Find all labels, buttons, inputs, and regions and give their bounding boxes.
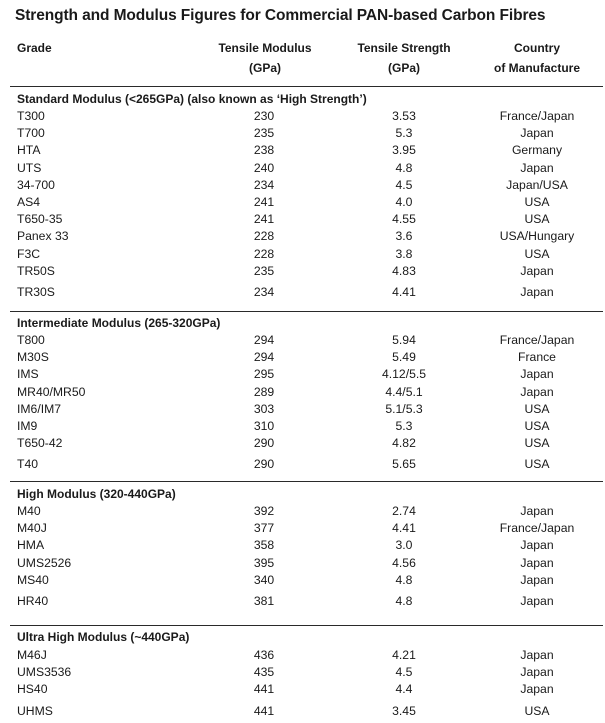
- cell-country: France/Japan: [499, 521, 575, 536]
- cell-tensile-strength: 5.49: [392, 350, 416, 365]
- cell-country: USA: [524, 246, 550, 261]
- cell-country: Japan: [520, 367, 554, 382]
- cell-country: Germany: [511, 143, 563, 158]
- cell-tensile-strength: 3.53: [392, 109, 416, 123]
- table-row: [0, 520, 605, 537]
- table-row: [0, 246, 605, 263]
- header-grade: Grade: [17, 41, 52, 55]
- cell-country: Japan: [520, 594, 554, 608]
- cell-tensile-strength: 3.8: [395, 246, 413, 261]
- table-row: [0, 681, 605, 698]
- table-row: [0, 703, 605, 720]
- cell-country: USA: [524, 436, 550, 451]
- cell-tensile-modulus: 395: [253, 555, 275, 570]
- table-row: [0, 384, 605, 401]
- cell-country: USA: [524, 419, 550, 433]
- cell-tensile-strength: 4.56: [392, 555, 416, 570]
- cell-country: Japan: [520, 126, 554, 141]
- cell-tensile-strength: 4.0: [395, 195, 413, 209]
- cell-tensile-modulus: 340: [253, 572, 275, 587]
- cell-country: USA/Hungary: [499, 229, 575, 244]
- cell-tensile-strength: 4.5: [395, 665, 413, 680]
- cell-grade: T700: [17, 126, 45, 141]
- table-row: [0, 537, 605, 554]
- cell-tensile-modulus: 235: [253, 126, 275, 141]
- cell-country: Japan: [520, 538, 554, 553]
- table-row: [0, 211, 605, 228]
- table-row: [0, 366, 605, 383]
- header-tensile-modulus-label: Tensile Modulus: [218, 41, 312, 55]
- cell-grade: M40J: [17, 521, 47, 536]
- cell-tensile-modulus: 392: [253, 504, 275, 518]
- cell-tensile-strength: 4.4/5.1: [385, 384, 423, 399]
- section-title: High Modulus (320-440GPa): [17, 487, 176, 501]
- cell-tensile-modulus: 235: [253, 263, 275, 278]
- table-row: [0, 555, 605, 572]
- cell-tensile-strength: 5.65: [392, 457, 416, 472]
- cell-tensile-strength: 3.45: [392, 703, 416, 718]
- cell-tensile-strength: 4.8: [395, 160, 413, 175]
- section-divider: [10, 311, 603, 312]
- cell-country: Japan: [520, 572, 554, 587]
- cell-country: USA: [524, 195, 550, 209]
- cell-country: Japan/USA: [506, 177, 568, 192]
- cell-grade: IM9: [17, 419, 38, 433]
- cell-country: France/Japan: [499, 333, 575, 347]
- table-row: [0, 593, 605, 610]
- section-divider: [10, 86, 603, 87]
- cell-grade: UMS3536: [17, 665, 72, 680]
- header-tensile-modulus-unit: (GPa): [248, 61, 281, 75]
- cell-tensile-modulus: 377: [253, 521, 275, 536]
- cell-country: Japan: [520, 263, 554, 278]
- cell-tensile-modulus: 303: [253, 401, 275, 416]
- table-row: [0, 401, 605, 418]
- cell-grade: HR40: [17, 594, 49, 608]
- cell-tensile-strength: 5.3: [395, 419, 413, 433]
- cell-tensile-modulus: 290: [253, 436, 275, 451]
- cell-tensile-strength: 4.21: [392, 648, 416, 662]
- table-row: [0, 160, 605, 177]
- cell-grade: T650-42: [17, 436, 63, 451]
- cell-tensile-modulus: 228: [253, 229, 275, 244]
- cell-grade: TR30S: [17, 285, 55, 299]
- cell-grade: F3C: [17, 246, 41, 261]
- cell-country: Japan: [520, 682, 554, 697]
- cell-tensile-strength: 4.41: [392, 285, 416, 299]
- cell-tensile-modulus: 294: [253, 333, 275, 347]
- cell-grade: UTS: [17, 160, 42, 175]
- cell-country: Japan: [520, 285, 554, 299]
- cell-tensile-modulus: 436: [253, 648, 275, 662]
- cell-country: USA: [524, 401, 550, 416]
- cell-tensile-modulus: 290: [253, 457, 275, 472]
- cell-tensile-modulus: 310: [253, 419, 275, 433]
- table-row: [0, 456, 605, 473]
- cell-tensile-strength: 5.94: [392, 333, 416, 347]
- cell-country: USA: [524, 457, 550, 472]
- cell-tensile-strength: 4.4: [395, 682, 413, 697]
- cell-grade: HTA: [17, 143, 41, 158]
- cell-country: Japan: [520, 555, 554, 570]
- cell-tensile-modulus: 230: [253, 109, 275, 123]
- header-tensile-strength: [339, 38, 469, 78]
- cell-tensile-strength: 5.1/5.3: [385, 401, 423, 416]
- cell-tensile-modulus: 295: [253, 367, 275, 382]
- cell-grade: UMS2526: [17, 555, 72, 570]
- table-row: [0, 228, 605, 245]
- table-row: [0, 572, 605, 589]
- cell-country: USA: [524, 212, 550, 227]
- table-row: [0, 503, 605, 520]
- cell-grade: M40: [17, 504, 41, 518]
- table-row: [0, 142, 605, 159]
- header-country-label: Country: [514, 41, 560, 55]
- cell-grade: HS40: [17, 682, 48, 697]
- cell-tensile-modulus: 228: [253, 246, 275, 261]
- cell-grade: T650-35: [17, 212, 63, 227]
- header-country: [475, 38, 599, 78]
- cell-tensile-modulus: 238: [253, 143, 275, 158]
- cell-tensile-strength: 4.8: [395, 594, 413, 608]
- cell-tensile-modulus: 358: [253, 538, 275, 553]
- cell-grade: UHMS: [17, 703, 53, 718]
- cell-tensile-modulus: 381: [253, 594, 275, 608]
- cell-country: Japan: [520, 384, 554, 399]
- section-divider: [10, 625, 603, 626]
- cell-tensile-modulus: 234: [253, 177, 275, 192]
- page-title: Strength and Modulus Figures for Commercial PAN-based Carbon Fibres: [15, 7, 546, 24]
- table-row: [0, 647, 605, 664]
- cell-country: France/Japan: [499, 109, 575, 123]
- cell-tensile-strength: 4.12/5.5: [381, 367, 427, 382]
- cell-grade: AS4: [17, 195, 41, 209]
- cell-tensile-strength: 4.82: [392, 436, 416, 451]
- table-row: [0, 418, 605, 435]
- table-row: [0, 108, 605, 125]
- cell-tensile-strength: 3.0: [395, 538, 413, 553]
- cell-tensile-strength: 4.8: [395, 572, 413, 587]
- table-row: [0, 284, 605, 301]
- header-tensile-strength-unit: (GPa): [387, 61, 420, 75]
- cell-tensile-strength: 4.83: [392, 263, 416, 278]
- cell-grade: MR40/MR50: [17, 384, 86, 399]
- cell-grade: IM6/IM7: [17, 401, 62, 416]
- cell-tensile-modulus: 240: [253, 160, 275, 175]
- cell-tensile-strength: 4.55: [392, 212, 416, 227]
- cell-grade: 34-700: [17, 177, 55, 192]
- cell-tensile-modulus: 441: [253, 682, 275, 697]
- cell-tensile-strength: 3.95: [392, 143, 416, 158]
- cell-country: Japan: [520, 665, 554, 680]
- cell-tensile-strength: 3.6: [395, 229, 413, 244]
- cell-country: France: [518, 350, 556, 365]
- cell-tensile-modulus: 234: [253, 285, 275, 299]
- table-row: [0, 435, 605, 452]
- section-title: Standard Modulus (<265GPa) (also known as ‘High Strength’): [17, 92, 367, 106]
- cell-grade: TR50S: [17, 263, 55, 278]
- table-row: [0, 177, 605, 194]
- cell-tensile-modulus: 441: [253, 703, 275, 718]
- cell-tensile-modulus: 241: [253, 195, 275, 209]
- cell-tensile-strength: 2.74: [392, 504, 416, 518]
- cell-tensile-strength: 4.41: [392, 521, 416, 536]
- section-title: Ultra High Modulus (~440GPa): [17, 630, 190, 644]
- header-country-sub: of Manufacture: [493, 61, 580, 75]
- cell-grade: MS40: [17, 572, 49, 587]
- table-row: [0, 263, 605, 280]
- cell-grade: Panex 33: [17, 229, 69, 244]
- cell-tensile-modulus: 435: [253, 665, 275, 680]
- cell-grade: M30S: [17, 350, 49, 365]
- table-row: [0, 664, 605, 681]
- table-row: [0, 194, 605, 211]
- section-title: Intermediate Modulus (265-320GPa): [17, 316, 221, 330]
- cell-tensile-modulus: 289: [253, 384, 275, 399]
- cell-tensile-strength: 5.3: [395, 126, 413, 141]
- header-tensile-strength-label: Tensile Strength: [357, 41, 451, 55]
- cell-grade: T800: [17, 333, 45, 347]
- cell-grade: IMS: [17, 367, 39, 382]
- cell-tensile-modulus: 294: [253, 350, 275, 365]
- cell-tensile-modulus: 241: [253, 212, 275, 227]
- cell-country: Japan: [520, 160, 554, 175]
- cell-country: USA: [524, 703, 550, 718]
- header-tensile-modulus: [200, 38, 330, 78]
- table-row: [0, 125, 605, 142]
- table-row: [0, 332, 605, 349]
- cell-tensile-strength: 4.5: [395, 177, 413, 192]
- cell-country: Japan: [520, 648, 554, 662]
- cell-grade: T300: [17, 109, 45, 123]
- cell-grade: M46J: [17, 648, 47, 662]
- section-divider: [10, 481, 603, 482]
- table-row: [0, 349, 605, 366]
- cell-grade: HMA: [17, 538, 45, 553]
- cell-country: Japan: [520, 504, 554, 518]
- cell-grade: T40: [17, 457, 39, 472]
